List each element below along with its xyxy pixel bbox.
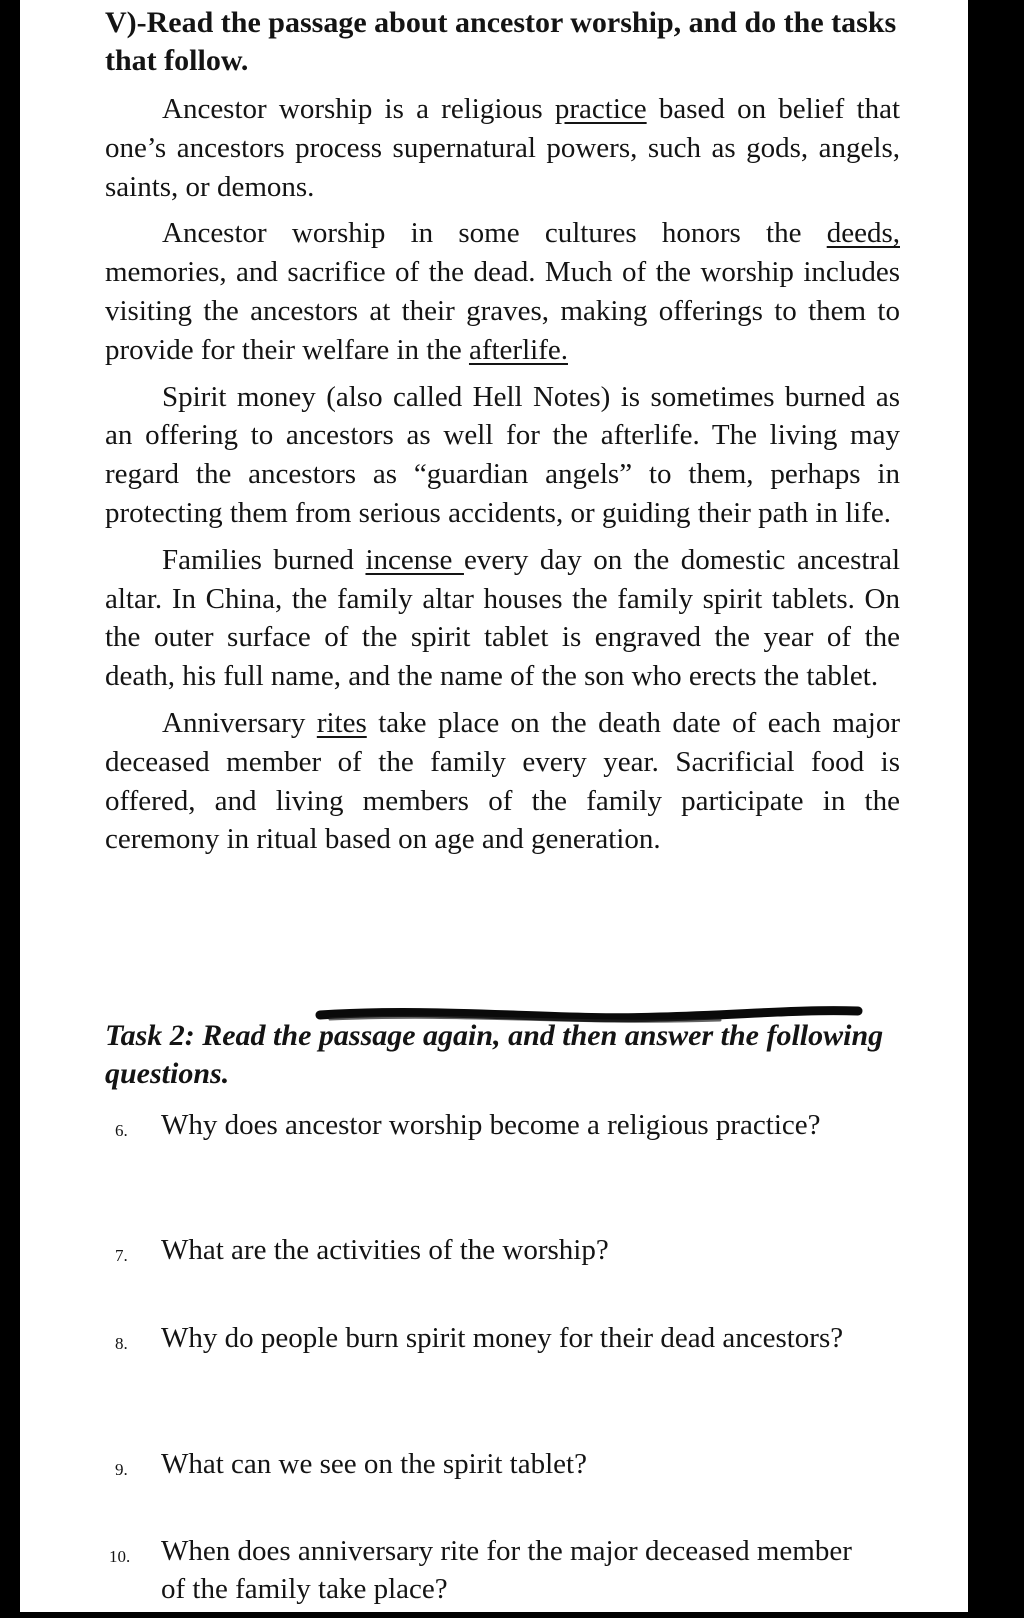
document-page xyxy=(20,0,968,1612)
question-text: Why does ancestor worship become a religious practice? xyxy=(161,1109,821,1141)
question-6 xyxy=(115,1106,857,1144)
paragraph-5-text-a: Anniversary xyxy=(162,706,317,739)
question-text: What can we see on the spirit tablet? xyxy=(161,1448,587,1480)
paragraph-4-text-b: every day on the domestic ancestral altar. In China, the family altar houses the family spirit tablets. On the outer surface of the spirit tablet is engraved the year of the death, his full name, and the name of the son who erects the tablet. xyxy=(105,543,900,693)
document-content xyxy=(105,0,900,1605)
question-number: 8. xyxy=(115,1334,128,1353)
question-8 xyxy=(115,1319,857,1357)
question-number: 9. xyxy=(115,1460,128,1479)
paragraph-4 xyxy=(105,541,900,696)
exercise-heading: V)-Read the passage about ancestor worship, and do the tasks that follow. xyxy=(105,6,897,77)
question-text: Why do people burn spirit money for their dead ancestors? xyxy=(161,1322,844,1354)
paragraph-1-text-b: based on belief that one’s ancestors process supernatural powers, such as gods, angels, saints, or demons. xyxy=(105,93,900,203)
underlined-practice: practice xyxy=(554,93,647,125)
paragraph-1-text-a: Ancestor worship is a religious xyxy=(162,93,555,125)
underlined-afterlife: afterlife. xyxy=(468,333,568,366)
question-7 xyxy=(115,1231,857,1269)
paragraph-1 xyxy=(105,90,900,206)
question-10 xyxy=(109,1532,857,1608)
question-number: 10. xyxy=(109,1547,131,1566)
paragraph-2-text-b: memories, and sacrifice of the dead. Much of the worship includes visiting the ancestors at their graves, making offerings to them to provide for their welfare in the xyxy=(105,256,900,366)
underlined-rites: rites xyxy=(316,706,367,739)
question-9 xyxy=(115,1445,857,1483)
task-2-heading: Task 2: Read the passage again, and then answer the following questions. xyxy=(105,1019,884,1090)
paragraph-2-text-a: Ancestor worship in some cultures honors the xyxy=(162,217,827,250)
paragraph-5 xyxy=(105,704,900,859)
question-text: When does anniversary rite for the major deceased member of the family take place? xyxy=(161,1535,852,1605)
paragraph-3: Spirit money (also called Hell Notes) is sometimes burned as an offering to ancestors as well for the afterlife. The living may regard the ancestors as “guardian angels” to them, perhaps in protecting them from serious accidents, or guiding their path in life. xyxy=(105,380,900,529)
question-number: 7. xyxy=(115,1246,128,1265)
question-number: 6. xyxy=(115,1121,128,1140)
underlined-deeds: deeds, xyxy=(826,217,900,250)
paragraph-2 xyxy=(105,214,900,369)
paragraph-5-text-b: take place on the death date of each major deceased member of the family every year. Sacrificial food is offered, and living members of the family participate in the ceremony in ritual based on age and generation. xyxy=(105,706,900,856)
marker-strike xyxy=(20,1003,980,1033)
underlined-incense: incense xyxy=(365,543,464,576)
paragraph-4-text-a: Families burned xyxy=(162,543,366,576)
question-text: What are the activities of the worship? xyxy=(161,1234,609,1266)
